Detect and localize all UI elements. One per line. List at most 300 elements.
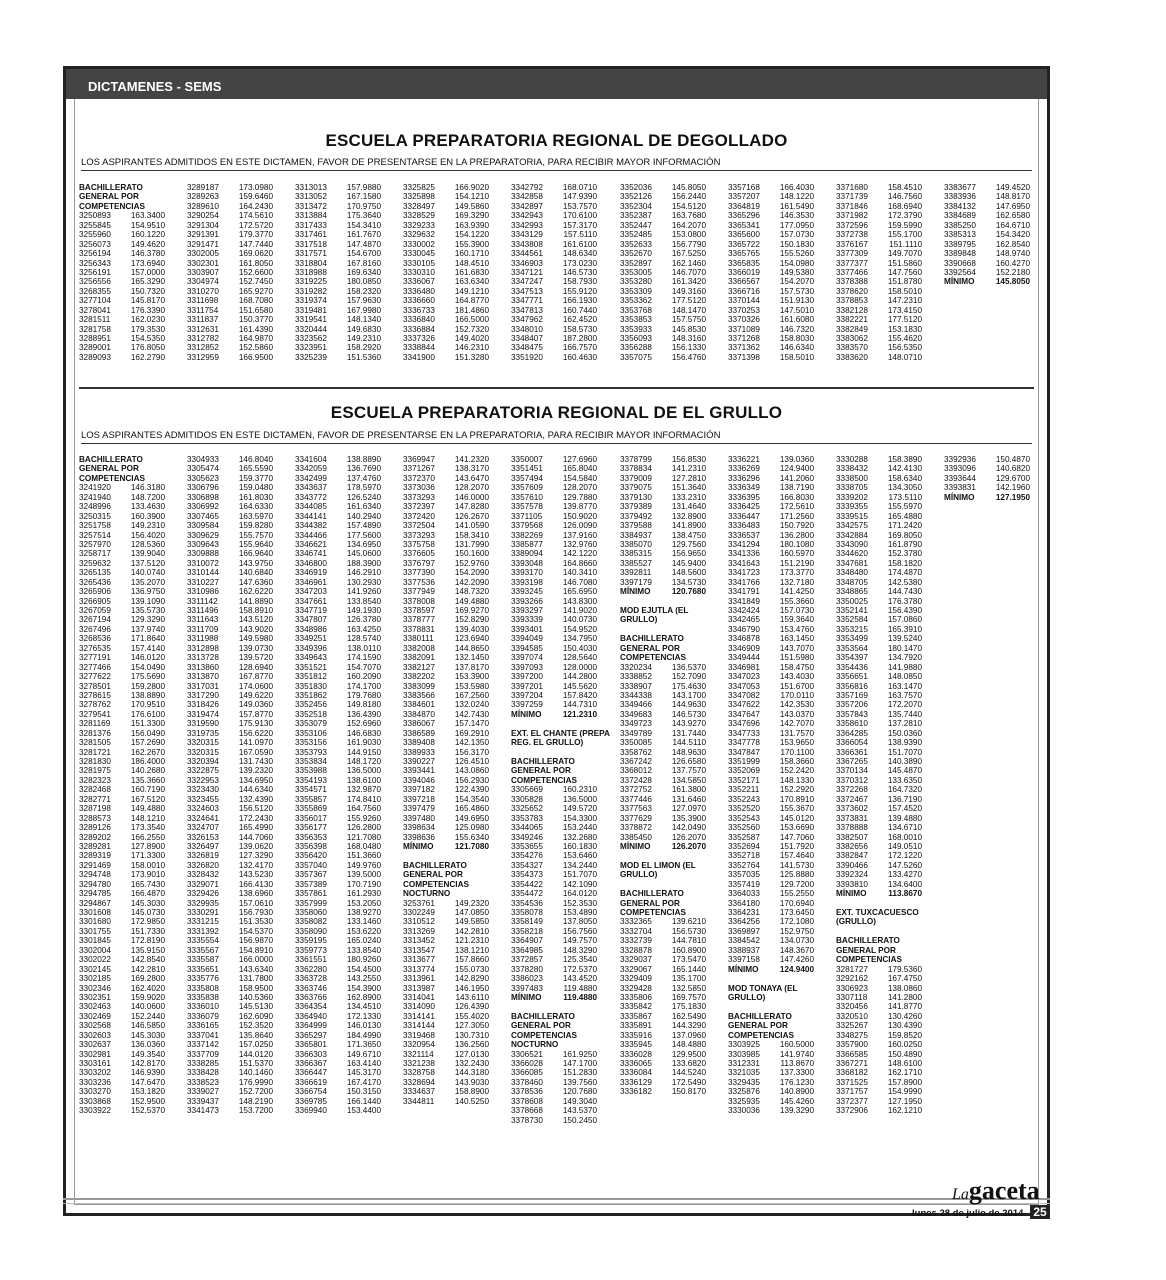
score: 158.1820 [887,558,922,568]
applicant-row [728,823,832,832]
score: 147.1700 [562,1059,597,1068]
applicant-id: 3335554 [187,936,219,946]
score: 143.4520 [562,974,597,984]
applicant-row [295,502,399,511]
applicant-id: 3319590 [187,719,219,729]
applicant-id: 3384601 [403,700,435,710]
applicant-row [511,296,615,305]
applicant-row [403,691,507,700]
applicant-row [79,766,183,775]
applicant-row [836,766,940,775]
program-heading: COMPETENCIAS [79,201,145,211]
applicant-row [79,851,183,860]
score: 150.8170 [671,1087,706,1097]
applicant-row [79,682,183,691]
score: 149.0360 [238,700,273,710]
score: 161.4390 [238,324,273,334]
score: 153.9650 [779,738,814,748]
applicant-row [403,1050,507,1059]
applicant-row [944,202,1048,211]
applicant-row [79,984,183,993]
applicant-id: 3310986 [187,587,219,597]
applicant-id: 3347622 [728,700,760,710]
applicant-id: 3367242 [620,757,652,766]
applicant-id: 3312852 [187,343,219,353]
score: 135.5730 [130,606,165,615]
applicant-row [295,993,399,1002]
applicant-row [511,700,615,709]
applicant-row [728,615,832,624]
score: 163.5970 [238,511,273,521]
applicant-row [187,757,291,766]
score: 155.3660 [779,596,814,606]
score: 125.0980 [454,823,489,833]
applicant-id: 3385070 [620,539,652,549]
applicant-id: 3377949 [403,587,435,597]
applicant-row [187,502,291,511]
applicant-id: 3362280 [295,964,327,974]
applicant-row [403,748,507,757]
applicant-id: 3328432 [187,870,219,880]
score: 137.9160 [562,530,597,540]
score: 159.8520 [887,1030,922,1040]
applicant-row [511,183,615,192]
applicant-id: 3383936 [944,192,976,202]
gaceta-logo [952,1176,1040,1206]
score: 145.3030 [130,898,165,908]
score: 161.5490 [779,201,814,211]
applicant-row [79,249,183,258]
applicant-id: 3369897 [728,926,760,936]
score: 132.0240 [454,700,489,710]
applicant-id: 3289126 [79,823,111,833]
applicant-row [403,1097,507,1106]
score: 130.2930 [346,577,381,587]
applicant-row [187,748,291,757]
score: 125.3540 [562,955,597,965]
score: 144.7430 [887,587,922,597]
applicant-row [295,483,399,492]
applicant-row [728,587,832,596]
applicant-id: 3372268 [836,785,868,795]
applicant-id: 3336067 [403,277,435,287]
applicant-id: 3319282 [295,286,327,296]
score: 131.7430 [238,757,273,766]
applicant-id: 3344382 [295,521,327,531]
minimum-label: MÍNIMO [728,964,759,974]
applicant-id: 3331392 [187,926,219,936]
score: 155.5260 [779,249,814,259]
applicant-row [79,738,183,747]
applicant-row [836,578,940,587]
logo-name: gaceta [968,1176,1040,1205]
applicant-row [187,587,291,596]
applicant-id: 3393048 [511,558,543,568]
score: 149.3160 [671,286,706,296]
applicant-row [79,268,183,277]
score: 138.8890 [130,690,165,700]
applicant-id: 3353106 [295,728,327,738]
applicant-row [620,814,724,823]
score: 160.2090 [346,672,381,682]
score: 136.5000 [346,766,381,776]
score: 160.7190 [130,785,165,795]
applicant-row [944,183,1048,192]
score: 143.9020 [238,624,273,634]
applicant-id: 3373293 [403,492,435,502]
score: 136.9750 [130,587,165,597]
applicant-row [836,965,940,974]
applicant-id: 3343129 [511,230,543,240]
score: 146.0120 [130,653,165,663]
applicant-row [295,625,399,634]
applicant-id: 3336349 [728,483,760,493]
applicant-row [79,889,183,898]
applicant-id: 3351862 [295,690,327,700]
applicant-id: 3335567 [187,945,219,955]
score: 128.0000 [562,662,597,672]
applicant-id: 3344811 [403,1096,435,1106]
score: 170.9510 [130,700,165,710]
applicant-id: 3338705 [836,483,868,493]
score: 149.7570 [562,936,597,946]
score: 140.6820 [995,464,1030,474]
score: 149.2320 [454,898,489,908]
applicant-id: 3352694 [728,841,760,851]
applicant-id: 3320315 [187,747,219,757]
score: 141.0970 [238,738,273,748]
applicant-id: 3352485 [620,230,652,240]
score: 134.4510 [346,1002,381,1012]
applicant-id: 3320954 [403,1040,435,1050]
applicant-id: 3390466 [836,860,868,870]
applicant-id: 3303202 [79,1068,111,1078]
program-heading: GENERAL POR [403,870,463,880]
score: 140.6840 [238,568,273,578]
score: 163.3400 [130,211,165,221]
applicant-row [295,889,399,898]
applicant-row [79,296,183,305]
applicant-id: 3325876 [728,1087,760,1097]
applicant-id: 3301845 [79,936,111,946]
applicant-id: 3369785 [295,1096,327,1106]
score: 149.5850 [454,917,489,927]
applicant-row [728,259,832,268]
score: 160.4630 [562,352,597,362]
program-heading: BACHILLERATO [79,455,143,464]
score: 138.8890 [346,455,381,464]
applicant-row [295,974,399,983]
applicant-row [295,597,399,606]
applicant-id: 3291469 [79,860,111,870]
applicant-id: 3353079 [295,719,327,729]
applicant-row [403,936,507,945]
applicant-id: 3372428 [620,775,652,785]
applicant-id: 3337142 [187,1040,219,1050]
applicant-row [295,757,399,766]
applicant-id: 3357609 [511,483,543,493]
score: 139.0730 [238,643,273,653]
program-heading: BACHILLERATO [511,757,575,766]
applicant-id: 3397480 [403,813,435,823]
applicant-row [511,615,615,624]
applicant-id: 3338523 [187,1077,219,1087]
score: 134.0730 [779,936,814,946]
applicant-id: 3371525 [836,1077,868,1087]
applicant-row [728,559,832,568]
applicant-row [836,597,940,606]
applicant-id: 3376167 [836,239,868,249]
applicant-row [187,889,291,898]
applicant-id: 3392564 [944,267,976,277]
applicant-id: 3366019 [728,267,760,277]
applicant-row [79,625,183,634]
score: 148.2190 [238,1096,273,1106]
applicant-id: 3347053 [728,681,760,691]
applicant-id: 3343772 [295,492,327,502]
applicant-id: 3379075 [620,483,652,493]
score: 173.5110 [888,492,922,502]
applicant-id: 3364999 [295,1021,327,1031]
applicant-id: 3378831 [403,624,435,634]
score: 127.1950 [887,1096,922,1106]
applicant-row [728,672,832,681]
score: 148.1220 [779,192,814,202]
applicant-id: 3351830 [295,681,327,691]
score: 161.3420 [671,277,706,287]
applicant-id: 3320444 [295,324,327,334]
applicant-id: 3347807 [295,615,327,625]
applicant-row [187,766,291,775]
applicant-id: 3372596 [836,220,868,230]
applicant-id: 3357075 [620,352,652,362]
applicant-id: 3348010 [511,324,543,334]
applicant-id: 3277191 [79,653,111,663]
applicant-id: 3268355 [79,286,111,296]
applicant-row [403,795,507,804]
applicant-row [620,729,724,738]
score: 150.4030 [562,643,597,653]
applicant-row [403,315,507,324]
applicant-id: 3389933 [403,747,435,757]
applicant-row [728,663,832,672]
score: 155.7570 [238,530,273,540]
score: 166.0000 [238,955,273,965]
score: 144.7310 [562,700,597,710]
applicant-id: 3353853 [620,315,652,325]
score: 132.1450 [454,653,489,663]
applicant-id: 3384132 [944,201,976,211]
applicant-row [295,899,399,908]
applicant-row [403,776,507,785]
applicant-row [620,540,724,549]
applicant-id: 3386023 [511,974,543,984]
applicant-row [511,502,615,511]
applicant-row [187,521,291,530]
applicant-id: 3276535 [79,643,111,653]
score: 166.2550 [130,832,165,842]
applicant-id: 3341643 [728,558,760,568]
applicant-row [728,842,832,851]
score: 150.4890 [887,1049,922,1059]
score: 126.4390 [454,1002,489,1012]
applicant-id: 3393644 [944,473,976,483]
score: 158.8900 [454,1087,489,1097]
applicant-id: 3347696 [728,719,760,729]
score: 162.1460 [671,258,706,268]
applicant-row [620,268,724,277]
score: 150.4870 [995,455,1030,464]
score: 169.8050 [887,530,922,540]
applicant-row [403,823,507,832]
score: 153.7570 [562,201,597,211]
applicant-id: 3278615 [79,690,111,700]
applicant-id: 3378620 [836,286,868,296]
applicant-row [836,880,940,889]
score: 171.2560 [779,511,814,521]
applicant-id: 3302185 [79,974,111,984]
applicant-id: 3349643 [295,653,327,663]
applicant-id: 3313774 [403,964,435,974]
applicant-id: 3317461 [295,230,327,240]
score: 147.0850 [454,908,489,917]
applicant-row [187,597,291,606]
score: 147.6470 [130,1077,165,1087]
applicant-row [728,268,832,277]
applicant-row [403,710,507,719]
applicant-row [295,729,399,738]
applicant-row [511,908,615,917]
applicant-row [836,653,940,662]
applicant-id: 3320456 [836,1002,868,1012]
applicant-row [295,259,399,268]
score: 168.0010 [887,832,922,842]
applicant-row [728,1078,832,1087]
applicant-id: 3281830 [79,757,111,766]
applicant-id: 3343090 [836,539,868,549]
applicant-id: 3303925 [728,1040,760,1050]
score: 147.4260 [779,955,814,965]
score: 142.2810 [130,964,165,974]
score: 176.9990 [238,1077,273,1087]
score: 159.9020 [130,992,165,1002]
score: 150.1600 [454,549,489,559]
score: 127.0130 [454,1049,489,1059]
applicant-row [836,540,940,549]
applicant-id: 3265906 [79,587,111,597]
applicant-row [187,785,291,794]
score: 134.7950 [562,634,597,644]
applicant-id: 3335867 [620,1011,652,1021]
score: 162.4020 [130,983,165,993]
applicant-id: 3388937 [728,945,760,955]
applicant-id: 3302981 [79,1049,111,1059]
score: 128.5360 [130,539,165,549]
score: 147.7560 [887,267,922,277]
applicant-id: 3383620 [836,352,868,362]
score: 152.5860 [238,343,273,353]
score: 135.8640 [238,1030,273,1040]
applicant-id: 3303270 [79,1087,111,1097]
applicant-row [836,512,940,521]
applicant-id: 3311709 [187,624,219,634]
applicant-row [836,502,940,511]
score: 145.0600 [346,549,381,559]
applicant-id: 3329067 [620,964,652,974]
score: 155.9120 [562,286,597,296]
applicant-id: 3313987 [403,983,435,993]
applicant-id: 3372906 [836,1106,868,1116]
score: 154.3300 [562,813,597,823]
applicant-row [295,870,399,879]
applicant-id: 3313860 [187,662,219,672]
applicant-row [620,927,724,936]
applicant-row [79,993,183,1002]
applicant-id: 3342499 [295,473,327,483]
applicant-id: 3318804 [295,258,327,268]
applicant-row [79,644,183,653]
score: 158.5730 [562,324,597,334]
score: 124.9400 [779,464,814,474]
score: 161.6080 [779,315,814,325]
section-title: ESCUELA PREPARATORIA REGIONAL DE EL GRULLO [330,403,783,422]
score: 158.6340 [887,473,922,483]
score: 187.2800 [562,334,597,343]
score: 130.4390 [887,1021,922,1031]
applicant-row [620,955,724,964]
applicant-row [295,474,399,483]
score: 165.7430 [130,879,165,889]
applicant-id: 3337326 [403,334,435,343]
score: 144.5110 [672,738,706,748]
score: 158.3660 [779,757,814,766]
score: 164.6710 [995,220,1030,230]
applicant-row [403,568,507,577]
score: 143.8300 [562,596,597,606]
applicant-row [187,559,291,568]
applicant-id: 3335808 [187,983,219,993]
applicant-id: 3313452 [403,936,435,946]
score: 137.8050 [562,917,597,927]
applicant-row [836,1050,940,1059]
applicant-id: 3277466 [79,662,111,672]
score: 174.1590 [346,653,381,663]
applicant-id: 3371267 [403,464,435,474]
applicant-row [511,230,615,239]
applicant-row [187,296,291,305]
applicant-row [403,1021,507,1030]
applicant-row [620,1040,724,1049]
applicant-id: 3337709 [187,1049,219,1059]
blank-row [836,927,940,936]
applicant-row [187,776,291,785]
applicant-id: 3319541 [295,315,327,325]
score: 126.2670 [454,511,489,521]
score: 173.9010 [130,870,165,880]
applicant-id: 3371757 [836,1087,868,1097]
applicant-id: 3397200 [511,672,543,682]
section-notice: LOS ASPIRANTES ADMITIDOS EN ESTE DICTAMEN, FAVOR DE PRESENTARSE EN LA PREPARATORIA, PARA RECIBIR MAYOR INFORMACIÓN [81,156,1032,171]
applicant-row [79,955,183,964]
applicant-id: 3346878 [728,634,760,644]
applicant-id: 3294785 [79,889,111,899]
score: 160.1830 [562,841,597,851]
score: 156.5730 [671,926,706,936]
score: 163.4140 [346,1059,381,1068]
applicant-row [403,587,507,596]
applicant-id: 3328878 [620,945,652,955]
score: 162.8900 [346,992,381,1002]
